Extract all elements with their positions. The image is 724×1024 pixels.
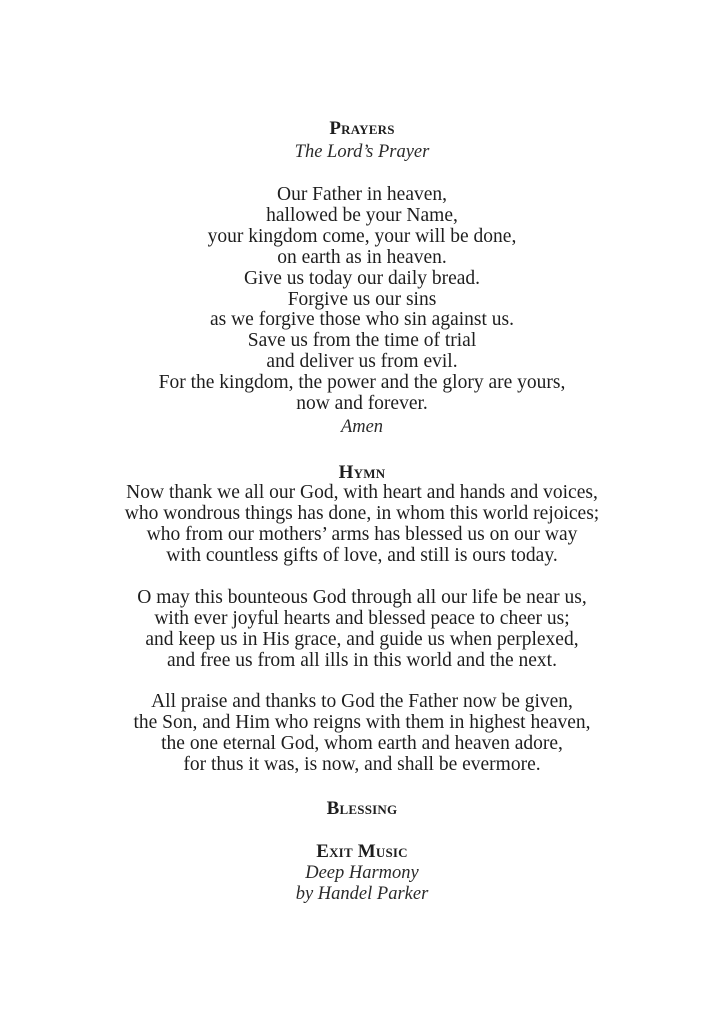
hymn-verse-2: [0, 588, 724, 672]
exit-music-title: Deep Harmony: [305, 863, 419, 883]
hymn-verse-3: [0, 692, 724, 776]
prayer-line: Our Father in heaven,: [276, 184, 448, 205]
hymn-line: the one eternal God, whom earth and heaven adore,: [161, 732, 563, 754]
prayers-heading: Prayers: [329, 118, 395, 139]
prayers-subtitle: The Lord’s Prayer: [294, 142, 430, 162]
hymn-line: Now thank we all our God, with heart and hands and voices,: [126, 482, 598, 503]
prayer-line: For the kingdom, the power and the glory are yours,: [158, 372, 566, 394]
exit-music-heading: Exit Music: [316, 841, 408, 862]
hymn-line: and keep us in His grace, and guide us when perplexed,: [145, 628, 579, 650]
hymn-line: All praise and thanks to God the Father now be given,: [151, 691, 573, 712]
hymn-line: for thus it was, is now, and shall be evermore.: [183, 753, 541, 775]
hymn-line: with ever joyful hearts and blessed peace to cheer us;: [154, 607, 570, 629]
prayer-line: your kingdom come, your will be done,: [207, 225, 517, 247]
hymn-line: the Son, and Him who reigns with them in highest heaven,: [133, 711, 591, 733]
prayer-line: hallowed be your Name,: [266, 204, 458, 226]
prayer-line: now and forever.: [296, 393, 428, 415]
prayer-line: Forgive us our sins: [287, 288, 437, 310]
hymn-line: with countless gifts of love, and still is ours today.: [166, 544, 558, 566]
prayer-line: on earth as in heaven.: [277, 246, 447, 268]
prayer-amen: Amen: [340, 417, 384, 437]
prayer-line: Save us from the time of trial: [247, 330, 477, 352]
hymn-verse-1: [0, 483, 724, 567]
prayer-line: as we forgive those who sin against us.: [209, 309, 514, 331]
hymn-line: who from our mothers’ arms has blessed us on our way: [146, 523, 578, 545]
hymn-line: O may this bounteous God through all our life be near us,: [137, 587, 587, 608]
hymn-line: and free us from all ills in this world and the next.: [167, 649, 557, 671]
exit-music-composer: by Handel Parker: [295, 884, 429, 904]
hymn-heading: Hymn: [338, 462, 386, 483]
lords-prayer-text: [0, 185, 724, 415]
prayer-line: and deliver us from evil.: [266, 351, 458, 373]
prayer-line: Give us today our daily bread.: [243, 267, 481, 289]
hymn-line: who wondrous things has done, in whom this world rejoices;: [124, 502, 600, 524]
blessing-heading: Blessing: [326, 798, 398, 819]
